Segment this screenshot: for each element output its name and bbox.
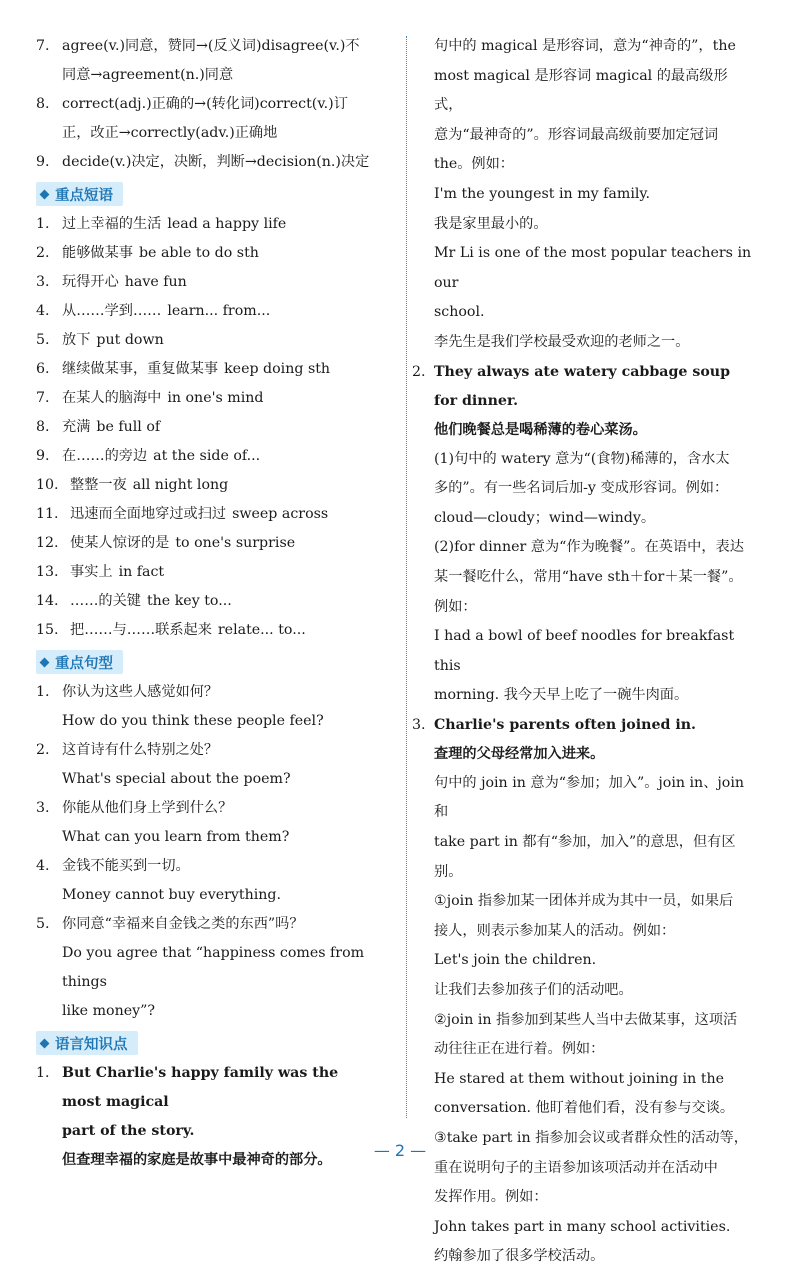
phrase-list <box>36 210 382 645</box>
explanation-line: 发挥作用。例如： <box>434 1189 548 1206</box>
sentence-zh: 你认为这些人感觉如何？ <box>62 684 219 700</box>
phrase-zh: 整整一夜 <box>70 477 127 493</box>
explanation-line: (2)for dinner 意为“作为晚餐”。在英语中，表达 <box>434 539 744 556</box>
example-en: Mr Li is one of the most popular teachers in our <box>434 245 752 291</box>
explanation-line: take part in 都有“参加，加入”的意思，但有区别。 <box>434 834 736 880</box>
phrase-en: be full of <box>96 419 161 435</box>
explanation-line: ③take part in 指参加会议或者群众性的活动等， <box>434 1130 748 1146</box>
explanation-line: most magical 是形容词 magical 的最高级形式， <box>434 67 728 114</box>
phrase-zh: 迅速而全面地穿过或扫过 <box>70 506 227 522</box>
example-mixed: conversation. 他盯着他们看，没有参与交谈。 <box>434 1100 735 1117</box>
explanation-line: 动往往正在进行着。例如： <box>434 1041 605 1058</box>
phrase-zh: 过上幸福的生活 <box>62 216 162 232</box>
phrase-item <box>36 355 382 384</box>
vocab-item <box>36 90 382 148</box>
phrase-en: to one's surprise <box>175 535 296 551</box>
example-en: I had a bowl of beef noodles for breakfast this <box>434 628 735 674</box>
explanation-line: 多的”。有一些名词后加-y 变成形容词。例如： <box>434 480 729 497</box>
phrase-zh: 从……学到…… <box>62 303 162 319</box>
phrase-en: in fact <box>118 564 165 580</box>
diamond-icon <box>40 189 50 199</box>
diamond-icon <box>40 1038 50 1048</box>
phrase-en: learn... from... <box>167 303 271 319</box>
diamond-icon <box>40 657 50 667</box>
section-header-knowledge <box>36 1031 138 1055</box>
item-number: 2. <box>36 245 50 261</box>
section-title: 语言知识点 <box>55 1035 128 1053</box>
phrase-item <box>36 326 382 355</box>
point-sentence-en: Charlie's parents often joined in. <box>434 716 696 733</box>
item-number: 5. <box>36 332 50 348</box>
phrase-item <box>36 587 382 616</box>
item-number: 11. <box>36 506 59 522</box>
sentence-zh: 你同意“幸福来自金钱之类的东西”吗？ <box>62 916 304 932</box>
item-number: 9. <box>36 154 50 170</box>
item-text: 正，改正→correctly(adv.)正确地 <box>62 125 278 141</box>
sentence-item <box>36 736 382 794</box>
page-number: — 2 — <box>373 1141 427 1160</box>
section-header-phrases <box>36 182 123 206</box>
item-number: 6. <box>36 361 50 377</box>
example-en: school. <box>434 304 485 321</box>
phrase-en: relate... to... <box>217 622 306 638</box>
phrase-en: lead a happy life <box>167 216 287 232</box>
point-sentence-zh: 但查理幸福的家庭是故事中最神奇的部分。 <box>62 1152 332 1168</box>
item-number: 15. <box>36 622 59 638</box>
example-zh: 我是家里最小的。 <box>434 215 548 232</box>
knowledge-point <box>412 358 752 445</box>
phrase-en: sweep across <box>232 506 329 522</box>
item-number: 1. <box>36 684 50 700</box>
section-title: 重点短语 <box>55 186 113 204</box>
example-zh: 约翰参加了很多学校活动。 <box>434 1248 605 1265</box>
vocab-item <box>36 32 382 90</box>
explanation-line: 接人，则表示参加某人的活动。例如： <box>434 922 676 939</box>
phrase-zh: ……的关键 <box>70 593 141 609</box>
section-header-sentences <box>36 650 123 674</box>
phrase-en: in one's mind <box>167 390 264 406</box>
phrase-en: all night long <box>132 477 229 493</box>
point-sentence-zh: 查理的父母经常加入进来。 <box>434 745 605 762</box>
phrase-item <box>36 268 382 297</box>
left-column <box>36 32 382 1175</box>
phrase-zh: 在某人的脑海中 <box>62 390 162 406</box>
phrase-en: have fun <box>124 274 187 290</box>
item-number: 2. <box>412 363 426 380</box>
explanation-line: 句中的 magical 是形容词，意为“神奇的”，the <box>434 38 736 54</box>
example-zh: 让我们去参加孩子们的活动吧。 <box>434 982 633 999</box>
item-number: 7. <box>36 390 50 406</box>
sentence-en: Do you agree that “happiness comes from things <box>62 945 365 990</box>
phrase-en: the key to... <box>146 593 232 609</box>
item-text: correct(adj.)正确的→(转化词)correct(v.)订 <box>62 96 348 112</box>
sentence-zh: 这首诗有什么特别之处？ <box>62 742 219 758</box>
phrase-zh: 放下 <box>62 332 91 348</box>
explanation-line: (1)句中的 watery 意为“(食物)稀薄的，含水太 <box>434 450 730 467</box>
phrase-zh: 能够做某事 <box>62 245 133 261</box>
item-number: 1. <box>36 216 50 232</box>
phrase-item <box>36 471 382 500</box>
sentence-item <box>36 910 382 1026</box>
phrase-zh: 把……与……联系起来 <box>70 622 212 638</box>
item-number: 2. <box>36 742 50 758</box>
phrase-en: be able to do sth <box>138 245 259 261</box>
phrase-item <box>36 413 382 442</box>
point-sentence-en: But Charlie's happy family was the most magical <box>62 1065 339 1110</box>
point-sentence-zh: 他们晚餐总是喝稀薄的卷心菜汤。 <box>434 421 647 438</box>
explanation-line: ②join in 指参加到某些人当中去做某事，这项活 <box>434 1011 738 1028</box>
phrase-item <box>36 297 382 326</box>
sentence-en: like money”? <box>62 1003 155 1019</box>
right-column <box>412 32 752 1272</box>
phrase-zh: 在……的旁边 <box>62 448 148 464</box>
point-sentence-en: They always ate watery cabbage soup for dinner. <box>434 363 731 409</box>
item-number: 3. <box>36 274 50 290</box>
phrase-zh: 使某人惊讶的是 <box>70 535 170 551</box>
phrase-item <box>36 442 382 471</box>
sentence-en: Money cannot buy everything. <box>62 887 282 903</box>
item-number: 14. <box>36 593 59 609</box>
sentence-zh: 你能从他们身上学到什么？ <box>62 800 233 816</box>
explanation-line: 例如： <box>434 598 477 615</box>
example-en: I'm the youngest in my family. <box>434 185 651 202</box>
knowledge-point <box>412 711 752 769</box>
explanation-line: ①join 指参加某一团体并成为其中一员，如果后 <box>434 893 734 910</box>
phrase-en: at the side of... <box>153 448 261 464</box>
sentence-en: What can you learn from them? <box>62 829 290 845</box>
phrase-item <box>36 616 382 645</box>
phrase-item <box>36 500 382 529</box>
phrase-zh: 继续做某事，重复做某事 <box>62 361 219 377</box>
explanation-line: 句中的 join in 意为“参加；加入”。join in、join 和 <box>434 774 744 821</box>
section-title: 重点句型 <box>55 654 113 672</box>
item-text: 同意→agreement(n.)同意 <box>62 67 234 83</box>
example-en: John takes part in many school activities. <box>434 1218 731 1235</box>
sentence-en: What's special about the poem? <box>62 771 291 787</box>
sentence-item <box>36 678 382 736</box>
item-number: 5. <box>36 916 50 932</box>
example-en: Let's join the children. <box>434 952 597 969</box>
sentence-zh: 金钱不能买到一切。 <box>62 858 190 874</box>
point-sentence-en: part of the story. <box>62 1123 195 1139</box>
item-number: 4. <box>36 858 50 874</box>
item-number: 10. <box>36 477 59 493</box>
item-number: 3. <box>412 716 426 733</box>
vocab-item <box>36 148 382 177</box>
item-number: 9. <box>36 448 50 464</box>
example-zh: 李先生是我们学校最受欢迎的老师之一。 <box>434 333 690 350</box>
explanation-line: the。例如： <box>434 156 514 173</box>
item-number: 8. <box>36 96 50 112</box>
item-number: 13. <box>36 564 59 580</box>
example-en: He stared at them without joining in the <box>434 1070 725 1087</box>
phrase-item <box>36 239 382 268</box>
item-text: agree(v.)同意，赞同→(反义词)disagree(v.)不 <box>62 38 360 54</box>
explanation-line: cloud—cloudy；wind—windy。 <box>434 509 656 526</box>
phrase-zh: 玩得开心 <box>62 274 119 290</box>
phrase-item <box>36 210 382 239</box>
explanation-line: 意为“最神奇的”。形容词最高级前要加定冠词 <box>434 126 719 143</box>
sentence-en: How do you think these people feel? <box>62 713 324 729</box>
column-divider <box>406 36 407 1118</box>
phrase-item <box>36 529 382 558</box>
item-number: 8. <box>36 419 50 435</box>
item-text: decide(v.)决定，决断，判断→decision(n.)决定 <box>62 154 370 170</box>
phrase-zh: 充满 <box>62 419 91 435</box>
explanation-line: 重在说明句子的主语参加该项活动并在活动中 <box>434 1159 718 1176</box>
phrase-en: put down <box>96 332 164 348</box>
phrase-zh: 事实上 <box>70 564 113 580</box>
explanation-line: 某一餐吃什么，常用“have sth＋for＋某一餐”。 <box>434 568 743 585</box>
sentence-item <box>36 794 382 852</box>
item-number: 7. <box>36 38 50 54</box>
item-number: 12. <box>36 535 59 551</box>
example-mixed: morning. 我今天早上吃了一碗牛肉面。 <box>434 687 689 704</box>
sentence-item <box>36 852 382 910</box>
item-number: 1. <box>36 1065 50 1081</box>
phrase-en: keep doing sth <box>224 361 331 377</box>
phrase-item <box>36 558 382 587</box>
phrase-item <box>36 384 382 413</box>
item-number: 4. <box>36 303 50 319</box>
item-number: 3. <box>36 800 50 816</box>
